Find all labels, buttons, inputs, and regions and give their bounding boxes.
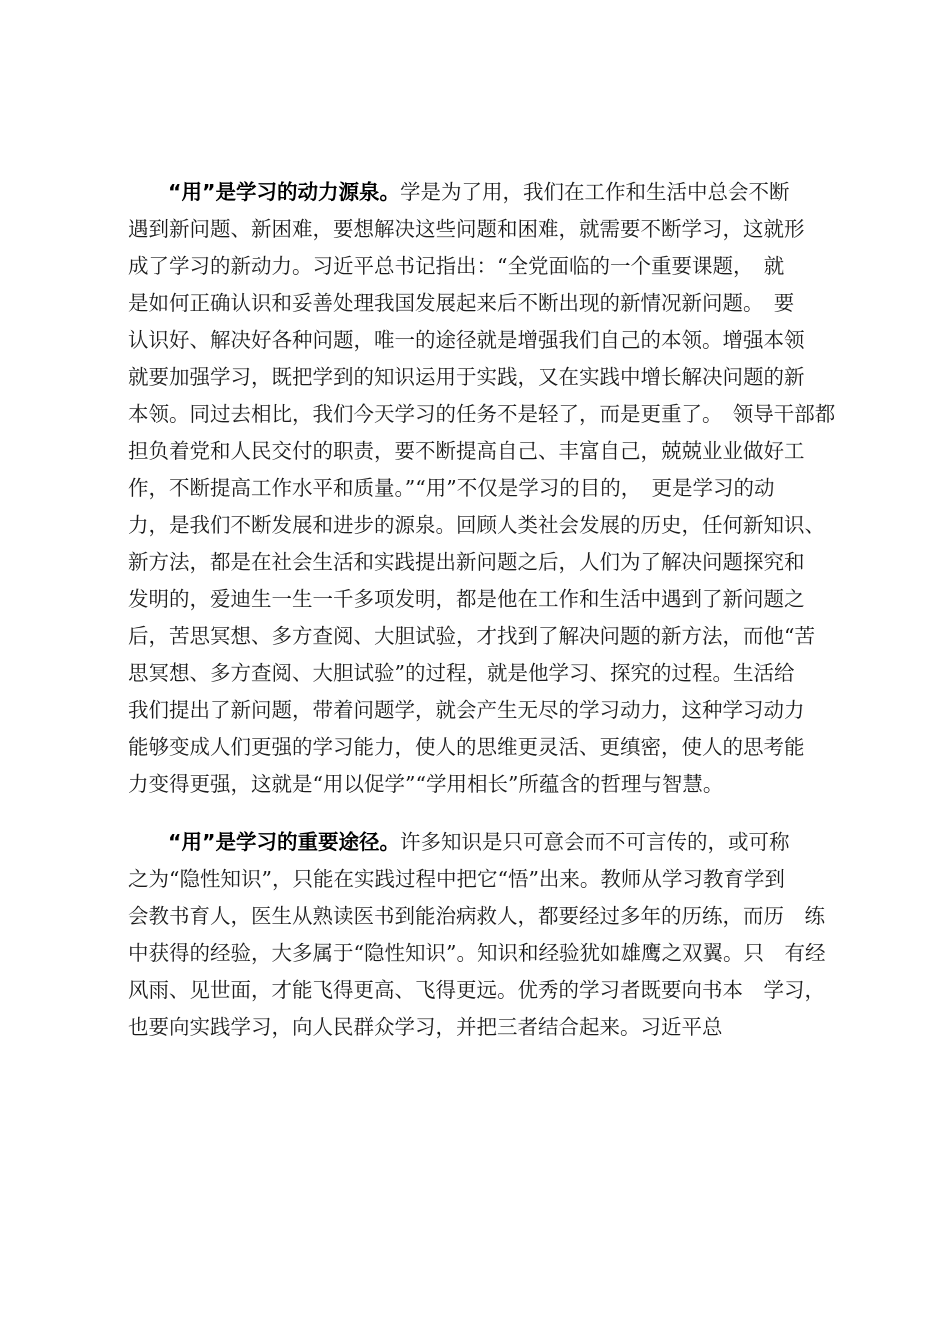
paragraph-line: 新方法，都是在社会生活和实践提出新问题之后，人们为了解决问题探究和 <box>128 550 805 574</box>
paragraph-line <box>168 174 848 210</box>
paragraph-line <box>168 824 848 860</box>
paragraph-line: 本领。同过去相比，我们今天学习的任务不是轻了，而是更重了。 领导干部都 <box>128 402 836 426</box>
paragraph-line: 作，不断提高工作水平和质量。”“用”不仅是学习的目的， 更是学习的动 <box>128 476 775 500</box>
paragraph-line: 遇到新问题、新困难，要想解决这些问题和困难，就需要不断学习，这就形 <box>128 217 805 241</box>
paragraph-line: 认识好、解决好各种问题，唯一的途径就是增强我们自己的本领。增强本领 <box>128 328 805 352</box>
paragraph-line: 之为“隐性知识”，只能在实践过程中把它“悟”出来。教师从学习教育学到 <box>128 867 785 891</box>
paragraph-line: 成了学习的新动力。习近平总书记指出：“全党面临的一个重要课题， 就 <box>128 254 785 278</box>
paragraph-line: 我们提出了新问题，带着问题学，就会产生无尽的学习动力，这种学习动力 <box>128 698 805 722</box>
paragraph-lead-heading: “用”是学习的重要途径。 <box>168 830 400 854</box>
paragraph-line: 力变得更强，这就是“用以促学”“学用相长”所蕴含的哲理与智慧。 <box>128 772 724 796</box>
paragraph-line: 后，苦思冥想、多方查阅、大胆试验，才找到了解决问题的新方法，而他“苦 <box>128 624 815 648</box>
paragraph-line: 思冥想、多方查阅、大胆试验”的过程，就是他学习、探究的过程。生活给 <box>128 661 795 685</box>
paragraph-line: 会教书育人，医生从熟读医书到能治病救人，都要经过多年的历练，而历 练 <box>128 904 825 928</box>
paragraph-line: 是如何正确认识和妥善处理我国发展起来后不断出现的新情况新问题。 要 <box>128 291 795 315</box>
paragraph-line: 能够变成人们更强的学习能力，使人的思维更灵活、更缜密，使人的思考能 <box>128 735 805 759</box>
paragraph-line: 发明的，爱迪生一生一千多项发明，都是他在工作和生活中遇到了新问题之 <box>128 587 805 611</box>
paragraph-line-text: 学是为了用，我们在工作和生活中总会不断 <box>399 180 790 204</box>
paragraph-line: 力，是我们不断发展和进步的源泉。回顾人类社会发展的历史，任何新知识、 <box>128 513 825 537</box>
paragraph-line: 担负着党和人民交付的职责，要不断提高自己、丰富自己，兢兢业业做好工 <box>128 439 805 463</box>
paragraph-line: 也要向实践学习，向人民群众学习，并把三者结合起来。习近平总 <box>128 1015 723 1039</box>
paragraph-line-text: 许多知识是只可意会而不可言传的，或可称 <box>399 830 790 854</box>
paragraph-line: 就要加强学习，既把学到的知识运用于实践，又在实践中增长解决问题的新 <box>128 365 805 389</box>
paragraph-lead-heading: “用”是学习的动力源泉。 <box>168 180 400 204</box>
paragraph-line: 风雨、见世面，才能飞得更高、飞得更远。优秀的学习者既要向书本 学习， <box>128 978 825 1002</box>
paragraph-line: 中获得的经验，大多属于“隐性知识”。知识和经验犹如雄鹰之双翼。只 有经 <box>128 941 826 965</box>
